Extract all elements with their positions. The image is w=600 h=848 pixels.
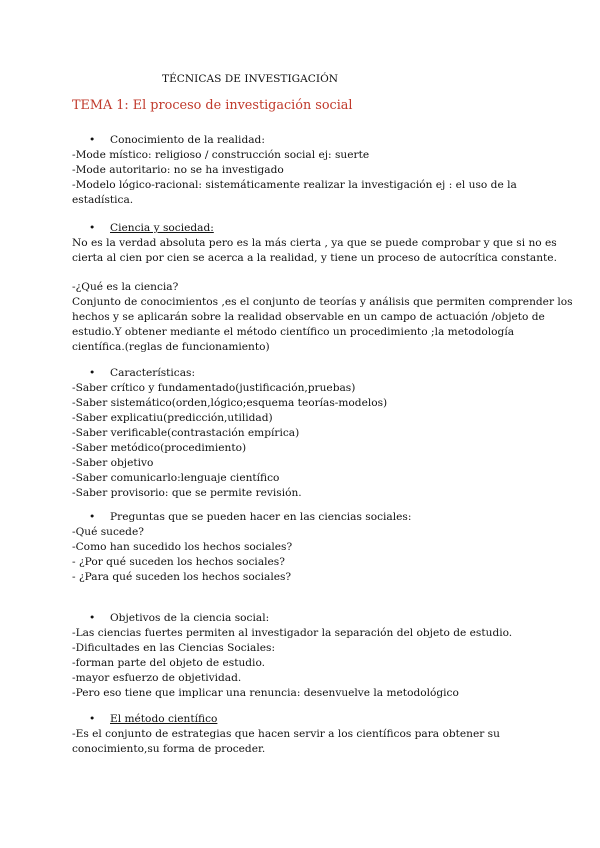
section-metodo-cientifico: [72, 712, 532, 757]
text-line: -Dificultades en las Ciencias Sociales:: [72, 642, 276, 654]
text-line: -¿Qué es la ciencia?: [72, 281, 179, 293]
text-line: -Qué sucede?: [72, 526, 144, 538]
text-line: No es la verdad absoluta pero es la más cierta , ya que se puede comprobar y que si no es: [72, 237, 557, 249]
section-ciencia-sociedad: [72, 221, 557, 266]
text-line: estudio.Y obtener mediante el método científico un procedimiento ;la metodología: [72, 326, 515, 338]
section-caracteristicas: [72, 366, 532, 501]
document-title: TÉCNICAS DE INVESTIGACIÓN: [162, 73, 339, 85]
section-conocimiento: [72, 133, 532, 208]
tema-heading: TEMA 1: El proceso de investigación social: [72, 98, 353, 113]
section-heading: El método científico: [110, 713, 218, 725]
section-heading-wrap: [72, 221, 532, 236]
text-line: -Mode místico: religioso / construcción social ej: suerte: [72, 149, 370, 161]
section-heading: • Características:: [72, 366, 532, 381]
text-line: -Saber comunicarlo:lenguaje científico: [72, 472, 280, 484]
text-line: -Saber verificable(contrastación empírica): [72, 427, 300, 439]
text-line: cierta al cien por cien se acerca a la realidad, y tiene un proceso de autocrítica constante.: [72, 252, 557, 264]
text-line: - ¿Por qué suceden los hechos sociales?: [72, 556, 285, 568]
text-line: estadística.: [72, 194, 134, 206]
text-line: -Es el conjunto de estrategias que hacen servir a los científicos para obtener su: [72, 728, 500, 740]
text-line: -Saber sistemático(orden,lógico;esquema teorías-modelos): [72, 397, 388, 409]
text-line: -Las ciencias fuertes permiten al investigador la separación del objeto de estudio.: [72, 627, 513, 639]
section-heading: Ciencia y sociedad:: [110, 222, 214, 234]
section-que-es-ciencia: [72, 280, 573, 355]
section-heading-wrap: [72, 712, 532, 727]
text-line: científica.(reglas de funcionamiento): [72, 341, 270, 353]
text-line: -mayor esfuerzo de objetividad.: [72, 672, 242, 684]
section-heading: • Conocimiento de la realidad:: [72, 133, 532, 148]
text-line: Conjunto de conocimientos ,es el conjunto de teorías y análisis que permiten comprender los: [72, 296, 573, 308]
section-heading: • Preguntas que se pueden hacer en las ciencias sociales:: [72, 510, 532, 525]
text-line: -Pero eso tiene que implicar una renuncia: desenvuelve la metodológico: [72, 687, 459, 699]
section-preguntas: [72, 510, 532, 585]
section-heading: • Objetivos de la ciencia social:: [72, 611, 532, 626]
text-line: hechos y se aplicarán sobre la realidad observable en un campo de actuación /objeto de: [72, 311, 545, 323]
text-line: -Saber provisorio: que se permite revisión.: [72, 487, 302, 499]
section-objetivos: [72, 611, 532, 701]
text-line: -Saber metódico(procedimiento): [72, 442, 247, 454]
text-line: -Saber objetivo: [72, 457, 154, 469]
text-line: conocimiento,su forma de proceder.: [72, 743, 266, 755]
text-line: -Mode autoritario: no se ha investigado: [72, 164, 284, 176]
text-line: -forman parte del objeto de estudio.: [72, 657, 266, 669]
text-line: -Saber crítico y fundamentado(justificación,pruebas): [72, 382, 356, 394]
text-line: - ¿Para qué suceden los hechos sociales?: [72, 571, 292, 583]
text-line: -Saber explicatiu(predicción,utilidad): [72, 412, 273, 424]
text-line: -Como han sucedido los hechos sociales?: [72, 541, 293, 553]
text-line: -Modelo lógico-racional: sistemáticamente realizar la investigación ej : el uso de la: [72, 179, 517, 191]
